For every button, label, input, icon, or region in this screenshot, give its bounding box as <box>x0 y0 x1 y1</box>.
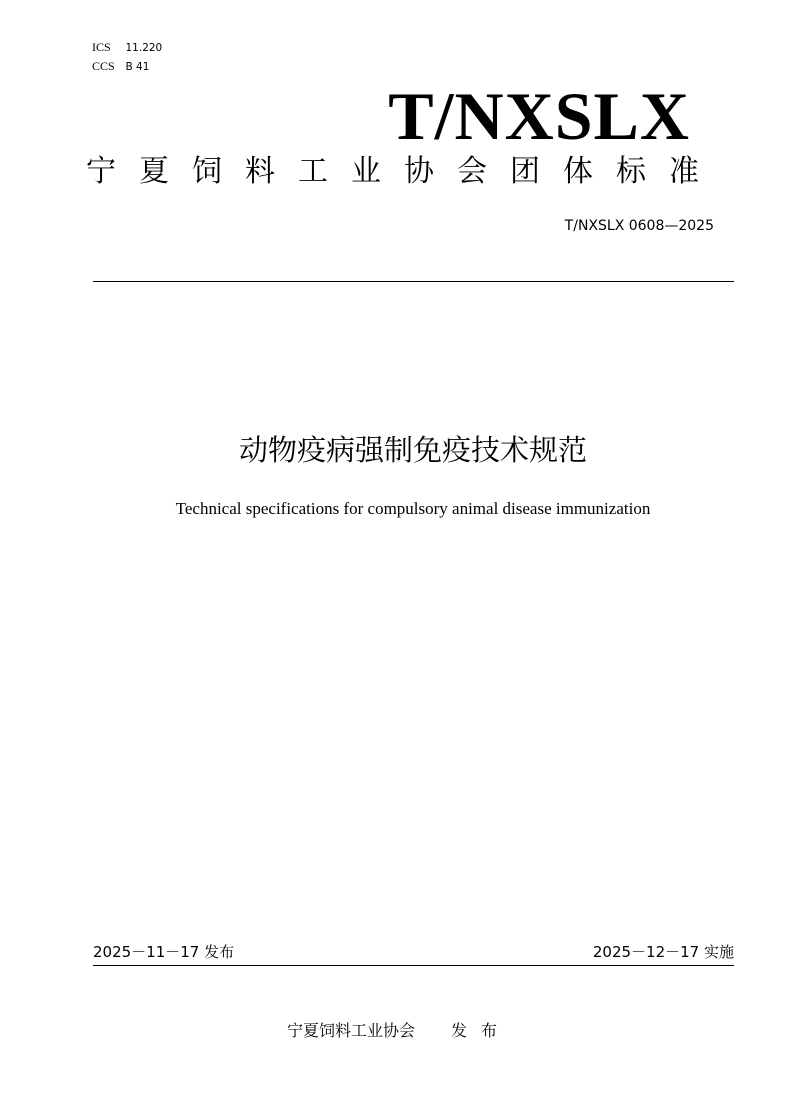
standard-number: T/NXSLX 0608—2025 <box>564 218 714 234</box>
document-title-chinese: 动物疫病强制免疫技术规范 <box>238 433 587 467</box>
ccs-row <box>92 57 162 76</box>
release-date: 2025－11－17 发布 <box>93 943 235 961</box>
org-code: T/NXSLX <box>388 78 690 154</box>
publish-label: 发布 <box>451 1021 512 1040</box>
classification-codes <box>92 38 162 76</box>
document-title-english: Technical specifications for compulsory animal disease immunization <box>175 499 651 518</box>
ccs-label: CCS <box>92 59 115 73</box>
ics-row <box>92 38 162 57</box>
top-divider <box>93 281 734 282</box>
implementation-date: 2025－12－17 实施 <box>592 943 734 961</box>
bottom-divider <box>93 965 734 966</box>
ccs-value: B 41 <box>125 61 150 73</box>
ics-value: 11.220 <box>125 42 163 54</box>
publisher-name: 宁夏饲料工业协会 <box>287 1021 416 1040</box>
publisher-line <box>287 1020 511 1042</box>
ics-label: ICS <box>92 40 111 54</box>
org-standard-title: 宁夏饲料工业协会团体标准 <box>86 154 722 189</box>
